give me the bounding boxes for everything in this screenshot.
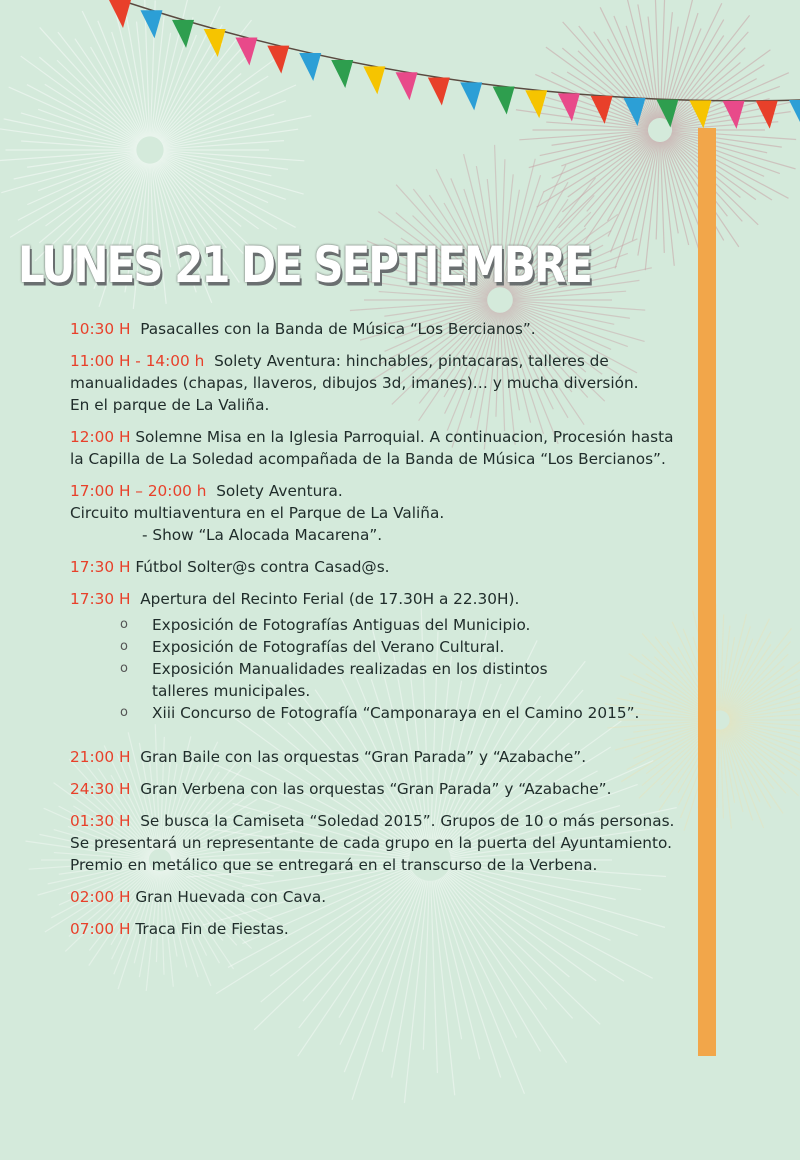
entry-time: 11:00 H - 14:00 h xyxy=(70,352,205,370)
bunting-flag xyxy=(525,90,547,118)
entry-text: Se presentará un representante de cada grupo en la puerta del Ayuntamiento. xyxy=(70,834,672,852)
bunting-flag xyxy=(591,96,613,124)
orange-side-bar xyxy=(698,128,716,1056)
program-entry xyxy=(70,918,695,940)
list-item: o Exposición Manualidades realizadas en los distintos talleres municipales. xyxy=(120,660,548,700)
entry-text: Solety Aventura. xyxy=(216,482,343,500)
program-entry xyxy=(70,810,695,876)
bunting-flag xyxy=(558,93,580,121)
bunting-flag xyxy=(140,10,162,38)
bunting-rope xyxy=(120,0,800,101)
entry-text: Se busca la Camiseta “Soledad 2015”. Grupos de 10 o más personas. xyxy=(140,812,675,830)
entry-text: Apertura del Recinto Ferial (de 17.30H a 22.30H). xyxy=(140,590,520,608)
bullet-icon: o xyxy=(120,661,128,676)
entry-text: Circuito multiaventura en el Parque de La Valiña. xyxy=(70,504,445,522)
entry-text: En el parque de La Valiña. xyxy=(70,396,270,414)
entry-text: - Show “La Alocada Macarena”. xyxy=(142,526,383,544)
bunting-flag xyxy=(723,101,745,129)
bunting-decoration xyxy=(0,0,800,150)
bunting-flag xyxy=(656,99,678,127)
program-entry xyxy=(70,318,695,340)
bunting-flag xyxy=(689,100,711,128)
bunting-flag xyxy=(623,98,645,126)
entry-time: 02:00 H xyxy=(70,888,131,906)
entry-time: 17:00 H – 20:00 h xyxy=(70,482,207,500)
entry-time: 10:30 H xyxy=(70,320,131,338)
program-list xyxy=(70,318,695,950)
list-item: o Xiii Concurso de Fotografía “Camponaraya en el Camino 2015”. xyxy=(120,704,640,722)
entry-text: Gran Huevada con Cava. xyxy=(135,888,327,906)
bunting-flag xyxy=(789,100,800,128)
entry-text: Gran Baile con las orquestas “Gran Parada” y “Azabache”. xyxy=(140,748,587,766)
bullet-icon: o xyxy=(120,617,128,632)
bunting-flag xyxy=(235,38,257,66)
program-entry xyxy=(70,588,695,724)
bunting-flag xyxy=(493,87,515,115)
bunting-flag xyxy=(299,53,321,81)
entry-time: 17:30 H xyxy=(70,590,131,608)
entry-text: Premio en metálico que se entregará en el transcurso de la Verbena. xyxy=(70,856,598,874)
list-item: o Exposición de Fotografías Antiguas del Municipio. xyxy=(120,616,531,634)
bunting-flag xyxy=(396,72,418,100)
program-entry xyxy=(70,746,695,768)
bunting-flag xyxy=(428,78,450,106)
program-entry xyxy=(70,426,695,470)
bunting-flag xyxy=(331,60,353,88)
bullet-icon: o xyxy=(120,639,128,654)
entry-text: Gran Verbena con las orquestas “Gran Parada” y “Azabache”. xyxy=(140,780,612,798)
entry-text: Fútbol Solter@s contra Casad@s. xyxy=(135,558,390,576)
exhibition-list xyxy=(70,614,695,724)
bullet-icon: o xyxy=(120,705,128,720)
entry-text: Traca Fin de Fiestas. xyxy=(135,920,289,938)
entry-text: la Capilla de La Soledad acompañada de la Banda de Música “Los Bercianos”. xyxy=(70,450,666,468)
bunting-flag xyxy=(267,46,289,74)
entry-text: Pasacalles con la Banda de Música “Los Bercianos”. xyxy=(140,320,536,338)
entry-time: 17:30 H xyxy=(70,558,131,576)
entry-time: 21:00 H xyxy=(70,748,131,766)
entry-text: manualidades (chapas, llaveros, dibujos 3d, imanes)… y mucha diversión. xyxy=(70,374,639,392)
entry-time: 07:00 H xyxy=(70,920,131,938)
entry-time: 12:00 H xyxy=(70,428,131,446)
bunting-flag xyxy=(756,101,778,129)
bunting-flag xyxy=(204,29,226,57)
entry-time: 01:30 H xyxy=(70,812,131,830)
bunting-flag xyxy=(109,0,131,28)
bunting-flag xyxy=(460,82,482,110)
program-entry xyxy=(70,480,695,546)
entry-text: Solemne Misa en la Iglesia Parroquial. A continuacion, Procesión hasta xyxy=(135,428,674,446)
bunting-flag xyxy=(172,20,194,48)
bunting-flag xyxy=(363,66,385,94)
program-entry xyxy=(70,886,695,908)
list-item: o Exposición de Fotografías del Verano Cultural. xyxy=(120,638,505,656)
entry-text: Solety Aventura: hinchables, pintacaras, talleres de xyxy=(214,352,609,370)
program-entry xyxy=(70,778,695,800)
page-title: LUNES 21 DE SEPTIEMBRE xyxy=(18,236,591,294)
program-entry xyxy=(70,350,695,416)
program-entry xyxy=(70,556,695,578)
entry-time: 24:30 H xyxy=(70,780,131,798)
